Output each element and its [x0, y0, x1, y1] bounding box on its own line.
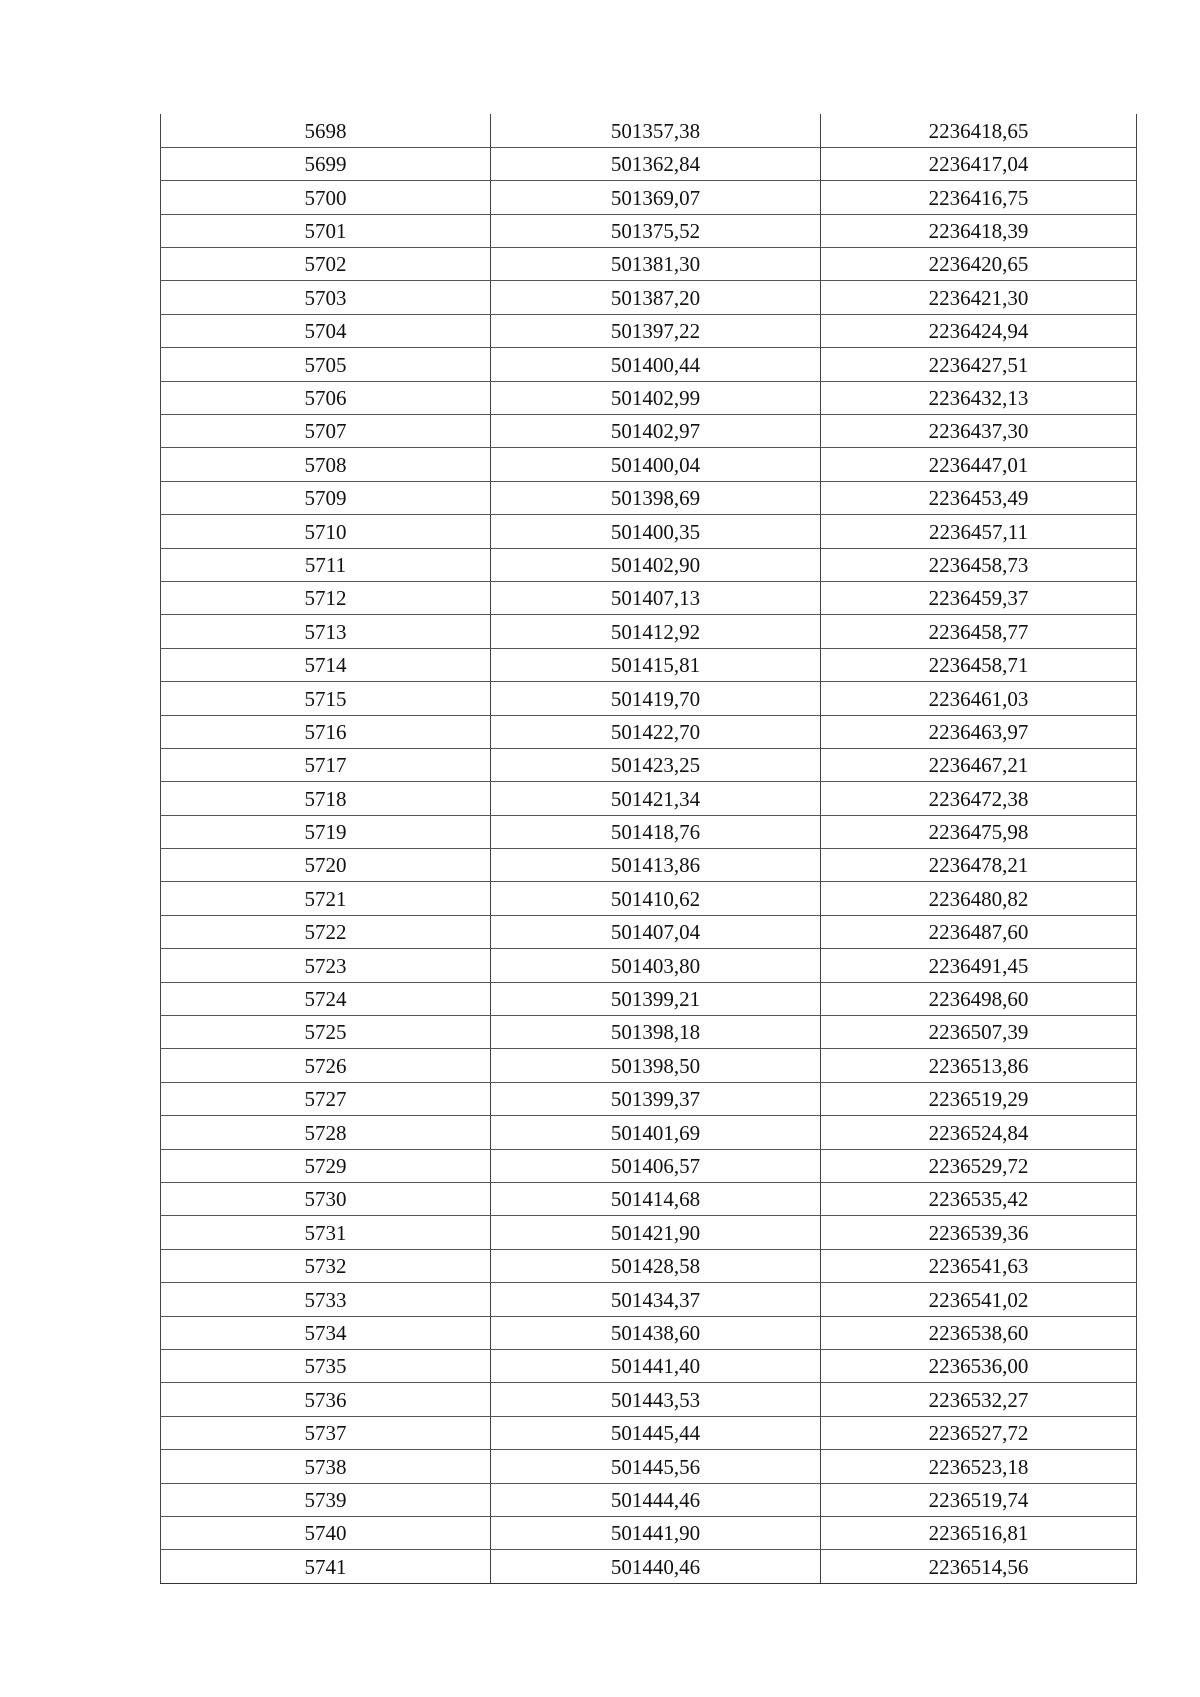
y-coordinate-cell: 2236519,29	[821, 1082, 1137, 1115]
point-number-cell: 5720	[161, 849, 491, 882]
y-coordinate-cell: 2236458,77	[821, 615, 1137, 648]
y-coordinate-cell: 2236507,39	[821, 1016, 1137, 1049]
x-coordinate-cell: 501434,37	[491, 1283, 821, 1316]
table-row	[161, 1516, 1137, 1549]
x-coordinate-cell: 501406,57	[491, 1149, 821, 1182]
point-number-cell: 5714	[161, 648, 491, 681]
point-number-cell: 5717	[161, 748, 491, 781]
table-row	[161, 515, 1137, 548]
table-row	[161, 882, 1137, 915]
point-number-cell: 5725	[161, 1016, 491, 1049]
y-coordinate-cell: 2236467,21	[821, 748, 1137, 781]
y-coordinate-cell: 2236472,38	[821, 782, 1137, 815]
point-number-cell: 5727	[161, 1082, 491, 1115]
point-number-cell: 5731	[161, 1216, 491, 1249]
table-row	[161, 782, 1137, 815]
x-coordinate-cell: 501399,21	[491, 982, 821, 1015]
table-row	[161, 915, 1137, 948]
x-coordinate-cell: 501438,60	[491, 1316, 821, 1349]
table-row	[161, 1016, 1137, 1049]
point-number-cell: 5728	[161, 1116, 491, 1149]
x-coordinate-cell: 501421,90	[491, 1216, 821, 1249]
y-coordinate-cell: 2236541,02	[821, 1283, 1137, 1316]
y-coordinate-cell: 2236458,71	[821, 648, 1137, 681]
y-coordinate-cell: 2236541,63	[821, 1249, 1137, 1282]
y-coordinate-cell: 2236491,45	[821, 949, 1137, 982]
x-coordinate-cell: 501398,50	[491, 1049, 821, 1082]
x-coordinate-cell: 501402,90	[491, 548, 821, 581]
y-coordinate-cell: 2236480,82	[821, 882, 1137, 915]
x-coordinate-cell: 501375,52	[491, 214, 821, 247]
point-number-cell: 5723	[161, 949, 491, 982]
x-coordinate-cell: 501369,07	[491, 181, 821, 214]
y-coordinate-cell: 2236463,97	[821, 715, 1137, 748]
table-row	[161, 1283, 1137, 1316]
y-coordinate-cell: 2236538,60	[821, 1316, 1137, 1349]
y-coordinate-cell: 2236536,00	[821, 1349, 1137, 1382]
x-coordinate-cell: 501407,04	[491, 915, 821, 948]
coordinates-table	[160, 114, 1137, 1584]
table-row	[161, 1550, 1137, 1583]
table-row	[161, 1249, 1137, 1282]
table-row	[161, 448, 1137, 481]
x-coordinate-cell: 501403,80	[491, 949, 821, 982]
table-row	[161, 1082, 1137, 1115]
table-row	[161, 1183, 1137, 1216]
x-coordinate-cell: 501441,40	[491, 1349, 821, 1382]
y-coordinate-cell: 2236417,04	[821, 147, 1137, 180]
y-coordinate-cell: 2236421,30	[821, 281, 1137, 314]
table-row	[161, 1416, 1137, 1449]
table-row	[161, 381, 1137, 414]
table-row	[161, 1349, 1137, 1382]
y-coordinate-cell: 2236535,42	[821, 1183, 1137, 1216]
point-number-cell: 5729	[161, 1149, 491, 1182]
point-number-cell: 5739	[161, 1483, 491, 1516]
point-number-cell: 5712	[161, 581, 491, 614]
table-row	[161, 548, 1137, 581]
y-coordinate-cell: 2236516,81	[821, 1516, 1137, 1549]
table-row	[161, 849, 1137, 882]
x-coordinate-cell: 501443,53	[491, 1383, 821, 1416]
table-row	[161, 1316, 1137, 1349]
x-coordinate-cell: 501362,84	[491, 147, 821, 180]
x-coordinate-cell: 501422,70	[491, 715, 821, 748]
x-coordinate-cell: 501397,22	[491, 314, 821, 347]
x-coordinate-cell: 501444,46	[491, 1483, 821, 1516]
table-row	[161, 114, 1137, 147]
y-coordinate-cell: 2236514,56	[821, 1550, 1137, 1583]
x-coordinate-cell: 501398,18	[491, 1016, 821, 1049]
y-coordinate-cell: 2236447,01	[821, 448, 1137, 481]
point-number-cell: 5738	[161, 1450, 491, 1483]
point-number-cell: 5710	[161, 515, 491, 548]
table-row	[161, 181, 1137, 214]
x-coordinate-cell: 501407,13	[491, 581, 821, 614]
x-coordinate-cell: 501410,62	[491, 882, 821, 915]
x-coordinate-cell: 501441,90	[491, 1516, 821, 1549]
point-number-cell: 5722	[161, 915, 491, 948]
point-number-cell: 5741	[161, 1550, 491, 1583]
coordinates-table-body	[161, 114, 1137, 1583]
y-coordinate-cell: 2236475,98	[821, 815, 1137, 848]
y-coordinate-cell: 2236459,37	[821, 581, 1137, 614]
table-row	[161, 348, 1137, 381]
table-row	[161, 1483, 1137, 1516]
y-coordinate-cell: 2236539,36	[821, 1216, 1137, 1249]
point-number-cell: 5736	[161, 1383, 491, 1416]
point-number-cell: 5737	[161, 1416, 491, 1449]
point-number-cell: 5707	[161, 415, 491, 448]
table-row	[161, 748, 1137, 781]
y-coordinate-cell: 2236458,73	[821, 548, 1137, 581]
table-row	[161, 415, 1137, 448]
table-row	[161, 715, 1137, 748]
y-coordinate-cell: 2236427,51	[821, 348, 1137, 381]
x-coordinate-cell: 501399,37	[491, 1082, 821, 1115]
x-coordinate-cell: 501445,56	[491, 1450, 821, 1483]
x-coordinate-cell: 501440,46	[491, 1550, 821, 1583]
x-coordinate-cell: 501400,04	[491, 448, 821, 481]
point-number-cell: 5715	[161, 682, 491, 715]
y-coordinate-cell: 2236532,27	[821, 1383, 1137, 1416]
table-row	[161, 281, 1137, 314]
x-coordinate-cell: 501401,69	[491, 1116, 821, 1149]
x-coordinate-cell: 501414,68	[491, 1183, 821, 1216]
y-coordinate-cell: 2236453,49	[821, 481, 1137, 514]
y-coordinate-cell: 2236420,65	[821, 248, 1137, 281]
x-coordinate-cell: 501357,38	[491, 114, 821, 147]
y-coordinate-cell: 2236498,60	[821, 982, 1137, 1015]
y-coordinate-cell: 2236437,30	[821, 415, 1137, 448]
table-row	[161, 1216, 1137, 1249]
point-number-cell: 5718	[161, 782, 491, 815]
y-coordinate-cell: 2236524,84	[821, 1116, 1137, 1149]
y-coordinate-cell: 2236478,21	[821, 849, 1137, 882]
point-number-cell: 5699	[161, 147, 491, 180]
x-coordinate-cell: 501445,44	[491, 1416, 821, 1449]
x-coordinate-cell: 501400,35	[491, 515, 821, 548]
point-number-cell: 5704	[161, 314, 491, 347]
y-coordinate-cell: 2236527,72	[821, 1416, 1137, 1449]
table-row	[161, 1049, 1137, 1082]
y-coordinate-cell: 2236418,65	[821, 114, 1137, 147]
point-number-cell: 5719	[161, 815, 491, 848]
x-coordinate-cell: 501400,44	[491, 348, 821, 381]
point-number-cell: 5702	[161, 248, 491, 281]
table-row	[161, 581, 1137, 614]
x-coordinate-cell: 501423,25	[491, 748, 821, 781]
table-row	[161, 1383, 1137, 1416]
y-coordinate-cell: 2236416,75	[821, 181, 1137, 214]
point-number-cell: 5698	[161, 114, 491, 147]
x-coordinate-cell: 501398,69	[491, 481, 821, 514]
table-row	[161, 1450, 1137, 1483]
y-coordinate-cell: 2236523,18	[821, 1450, 1137, 1483]
y-coordinate-cell: 2236529,72	[821, 1149, 1137, 1182]
point-number-cell: 5700	[161, 181, 491, 214]
point-number-cell: 5733	[161, 1283, 491, 1316]
point-number-cell: 5740	[161, 1516, 491, 1549]
y-coordinate-cell: 2236424,94	[821, 314, 1137, 347]
table-row	[161, 949, 1137, 982]
x-coordinate-cell: 501402,97	[491, 415, 821, 448]
point-number-cell: 5701	[161, 214, 491, 247]
table-row	[161, 481, 1137, 514]
table-row	[161, 1149, 1137, 1182]
x-coordinate-cell: 501412,92	[491, 615, 821, 648]
point-number-cell: 5703	[161, 281, 491, 314]
x-coordinate-cell: 501418,76	[491, 815, 821, 848]
point-number-cell: 5706	[161, 381, 491, 414]
y-coordinate-cell: 2236418,39	[821, 214, 1137, 247]
point-number-cell: 5713	[161, 615, 491, 648]
point-number-cell: 5721	[161, 882, 491, 915]
point-number-cell: 5708	[161, 448, 491, 481]
point-number-cell: 5735	[161, 1349, 491, 1382]
point-number-cell: 5726	[161, 1049, 491, 1082]
table-row	[161, 214, 1137, 247]
y-coordinate-cell: 2236487,60	[821, 915, 1137, 948]
x-coordinate-cell: 501419,70	[491, 682, 821, 715]
table-row	[161, 615, 1137, 648]
table-row	[161, 314, 1137, 347]
table-row	[161, 648, 1137, 681]
point-number-cell: 5730	[161, 1183, 491, 1216]
table-row	[161, 982, 1137, 1015]
point-number-cell: 5705	[161, 348, 491, 381]
x-coordinate-cell: 501402,99	[491, 381, 821, 414]
x-coordinate-cell: 501421,34	[491, 782, 821, 815]
y-coordinate-cell: 2236457,11	[821, 515, 1137, 548]
point-number-cell: 5724	[161, 982, 491, 1015]
point-number-cell: 5716	[161, 715, 491, 748]
y-coordinate-cell: 2236519,74	[821, 1483, 1137, 1516]
y-coordinate-cell: 2236513,86	[821, 1049, 1137, 1082]
x-coordinate-cell: 501413,86	[491, 849, 821, 882]
table-row	[161, 248, 1137, 281]
point-number-cell: 5732	[161, 1249, 491, 1282]
table-row	[161, 147, 1137, 180]
table-row	[161, 815, 1137, 848]
x-coordinate-cell: 501428,58	[491, 1249, 821, 1282]
x-coordinate-cell: 501415,81	[491, 648, 821, 681]
point-number-cell: 5711	[161, 548, 491, 581]
table-row	[161, 1116, 1137, 1149]
y-coordinate-cell: 2236461,03	[821, 682, 1137, 715]
table-row	[161, 682, 1137, 715]
x-coordinate-cell: 501381,30	[491, 248, 821, 281]
point-number-cell: 5734	[161, 1316, 491, 1349]
point-number-cell: 5709	[161, 481, 491, 514]
y-coordinate-cell: 2236432,13	[821, 381, 1137, 414]
x-coordinate-cell: 501387,20	[491, 281, 821, 314]
